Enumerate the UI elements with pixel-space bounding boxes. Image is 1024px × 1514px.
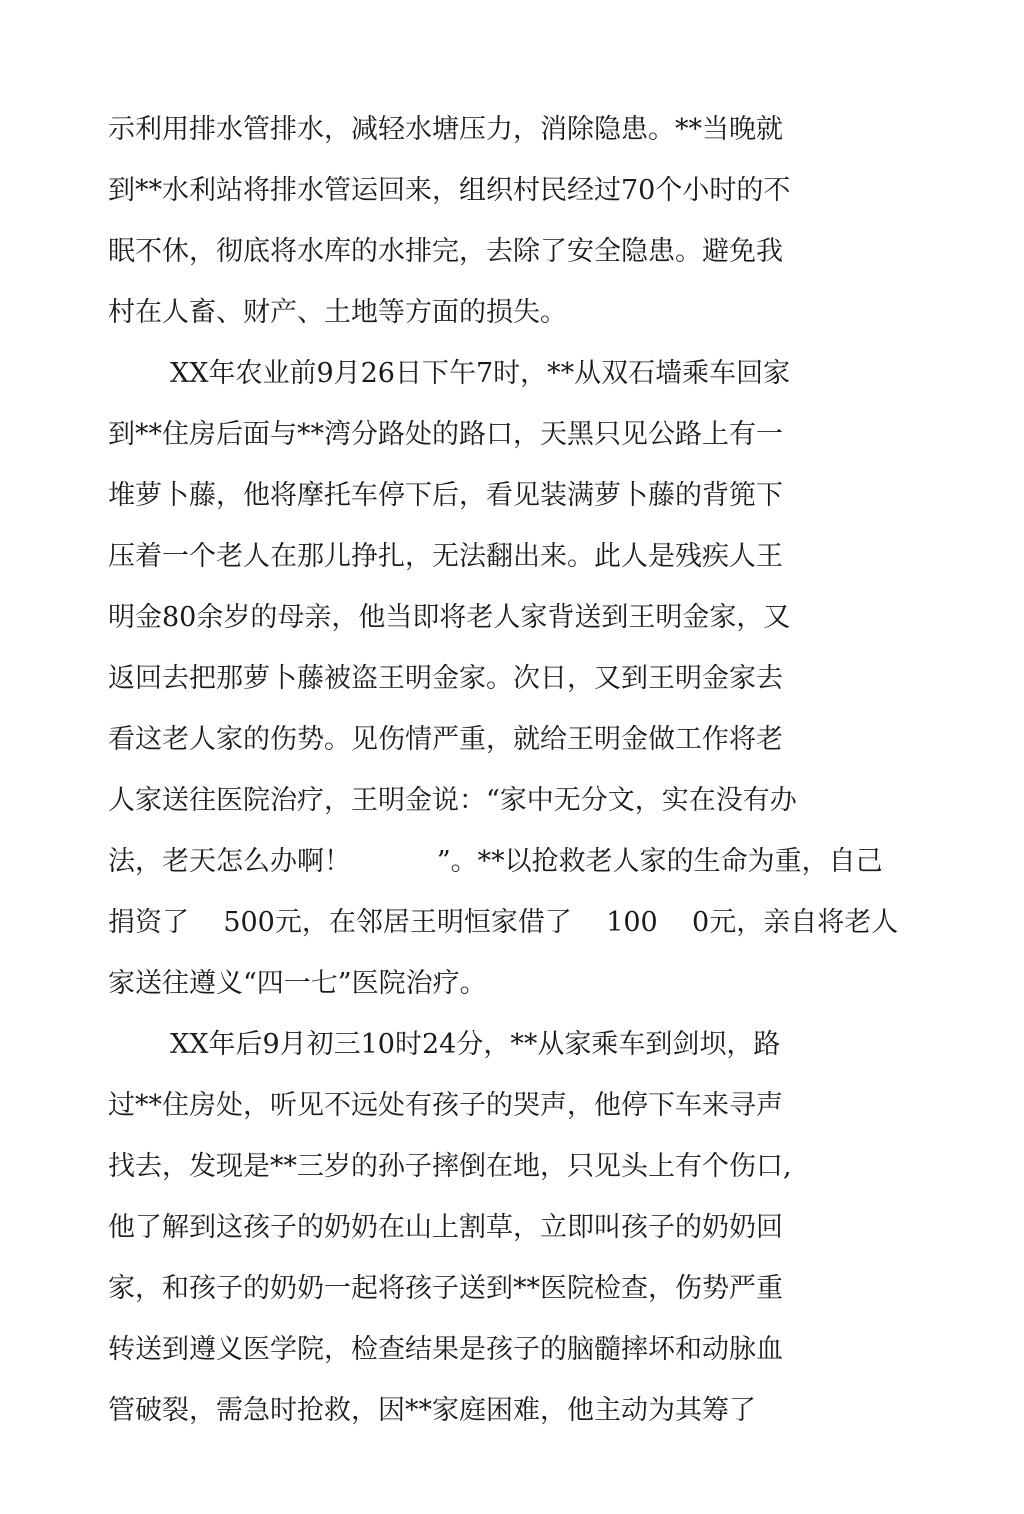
paragraph-first-line: XX年后9月初三10时24分，**从家乘车到剑坝，路 (170, 1029, 781, 1060)
text-line: 管破裂，需急时抢救，因**家庭困难，他主动为其筹了 (108, 1395, 756, 1426)
text-line: 人家送往医院治疗，王明金说：“家中无分文，实在没有办 (108, 785, 797, 816)
text-line: 看这老人家的伤势。见伤情严重，就给王明金做工作将老 (108, 724, 783, 755)
text-line: 堆萝卜藤，他将摩托车停下后，看见装满萝卜藤的背篼下 (108, 480, 783, 511)
text-line: 家送往遵义“四一七”医院治疗。 (108, 968, 487, 999)
text-line: 找去，发现是**三岁的孙子摔倒在地，只见头上有个伤口, (108, 1151, 792, 1182)
text-line: 压着一个老人在那儿挣扎，无法翻出来。此人是残疾人王 (108, 541, 783, 572)
text-line: 村在人畜、财产、土地等方面的损失。 (108, 297, 567, 328)
text-line: 法，老天怎么办啊！ ”。**以抢救老人家的生命为重，自己 (108, 846, 883, 877)
text-line: 到**水利站将排水管运回来，组织村民经过70个小时的不 (108, 175, 791, 206)
text-line: 返回去把那萝卜藤被盗王明金家。次日，又到王明金家去 (108, 663, 783, 694)
text-line: 过**住房处，听见不远处有孩子的哭声，他停下车来寻声 (108, 1090, 783, 1121)
text-line: 他了解到这孩子的奶奶在山上割草，立即叫孩子的奶奶回 (108, 1212, 783, 1243)
text-line: 家，和孩子的奶奶一起将孩子送到**医院检查，伤势严重 (108, 1273, 783, 1304)
text-line: 到**住房后面与**湾分路处的路口，天黑只见公路上有一 (108, 419, 783, 450)
text-line: 示利用排水管排水，减轻水塘压力，消除隐患。**当晚就 (108, 114, 783, 145)
text-line: 转送到遵义医学院，检查结果是孩子的脑髓摔坏和动脉血 (108, 1334, 783, 1365)
text-line: 捐资了 500元，在邻居王明恒家借了 100 0元，亲自将老人 (108, 907, 899, 938)
text-line: 明金80余岁的母亲，他当即将老人家背送到王明金家，又 (108, 602, 791, 633)
text-line: 眠不休，彻底将水库的水排完，去除了安全隐患。避免我 (108, 236, 783, 267)
paragraph-first-line: XX年农业前9月26日下午7时，**从双石墙乘车回家 (170, 358, 791, 389)
